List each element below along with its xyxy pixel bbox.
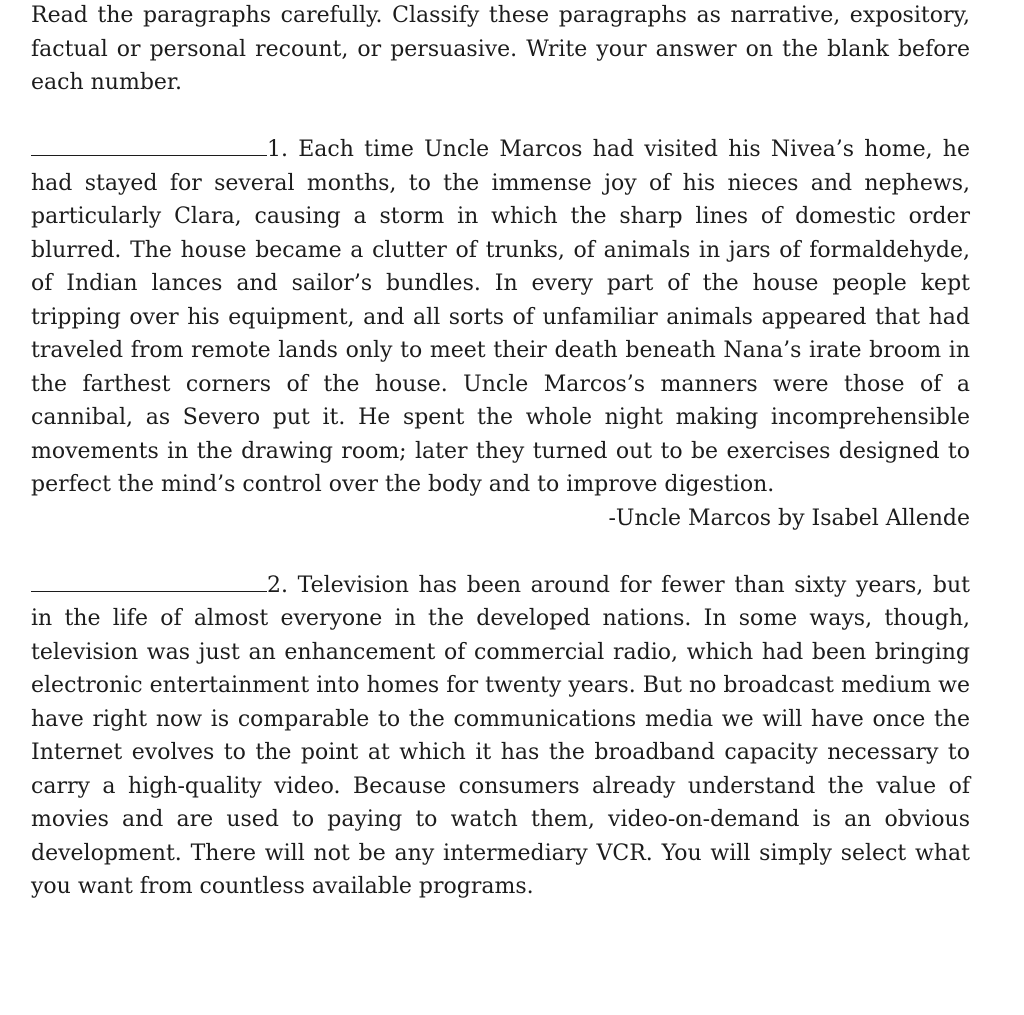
item-2-number: 2. [267,572,288,598]
item-2-answer-blank[interactable] [31,571,267,592]
item-2-paragraph [31,569,970,904]
worksheet-page [31,0,970,904]
item-1-answer-blank[interactable] [31,135,267,156]
item-1-text: Each time Uncle Marcos had visited his Nivea’s home, he had stayed for several months, to the immense joy of his nieces and nephews, particularly Clara, causing a storm in which the sharp lines of domestic order blurred. The house became a clutter of trunks, of animals in jars of formaldehyde, of Indian lances and sailor’s bundles. In every part of the house people kept tripping over his equipment, and all sorts of unfamiliar animals appeared that had traveled from remote lands only to meet their death beneath Nana’s irate broom in the farthest corners of the house. Uncle Marcos’s manners were those of a cannibal, as Severo put it. He spent the whole night making incomprehensible movements in the drawing room; later they turned out to be exercises designed to perfect the mind’s control over the body and to improve digestion. [31,137,970,497]
item-1-attribution: -Uncle Marcos by Isabel Allende [608,505,970,531]
item-1-paragraph [31,133,970,502]
item-2-text: Television has been around for fewer than sixty years, but in the life of almost everyone in the developed nations. In some ways, though, television was just an enhancement of commercial radio, which had been bringing electronic entertainment into homes for twenty years. But no broadcast medium we have right now is comparable to the communications media we will have once the Internet evolves to the point at which it has the broadband capacity necessary to carry a high-quality video. Because consumers already understand the value of movies and are used to paying to watch them, video-on-demand is an obvious development. There will not be any intermediary VCR. You will simply select what you want from countless available programs. [31,572,970,899]
item-1 [31,133,970,535]
item-1-number: 1. [267,137,288,162]
item-2 [31,569,970,904]
instructions-text: Read the paragraphs carefully. Classify these paragraphs as narrative, expository, factual or personal recount, or persuasive. Write your answer on the blank before each number. [31,3,970,95]
